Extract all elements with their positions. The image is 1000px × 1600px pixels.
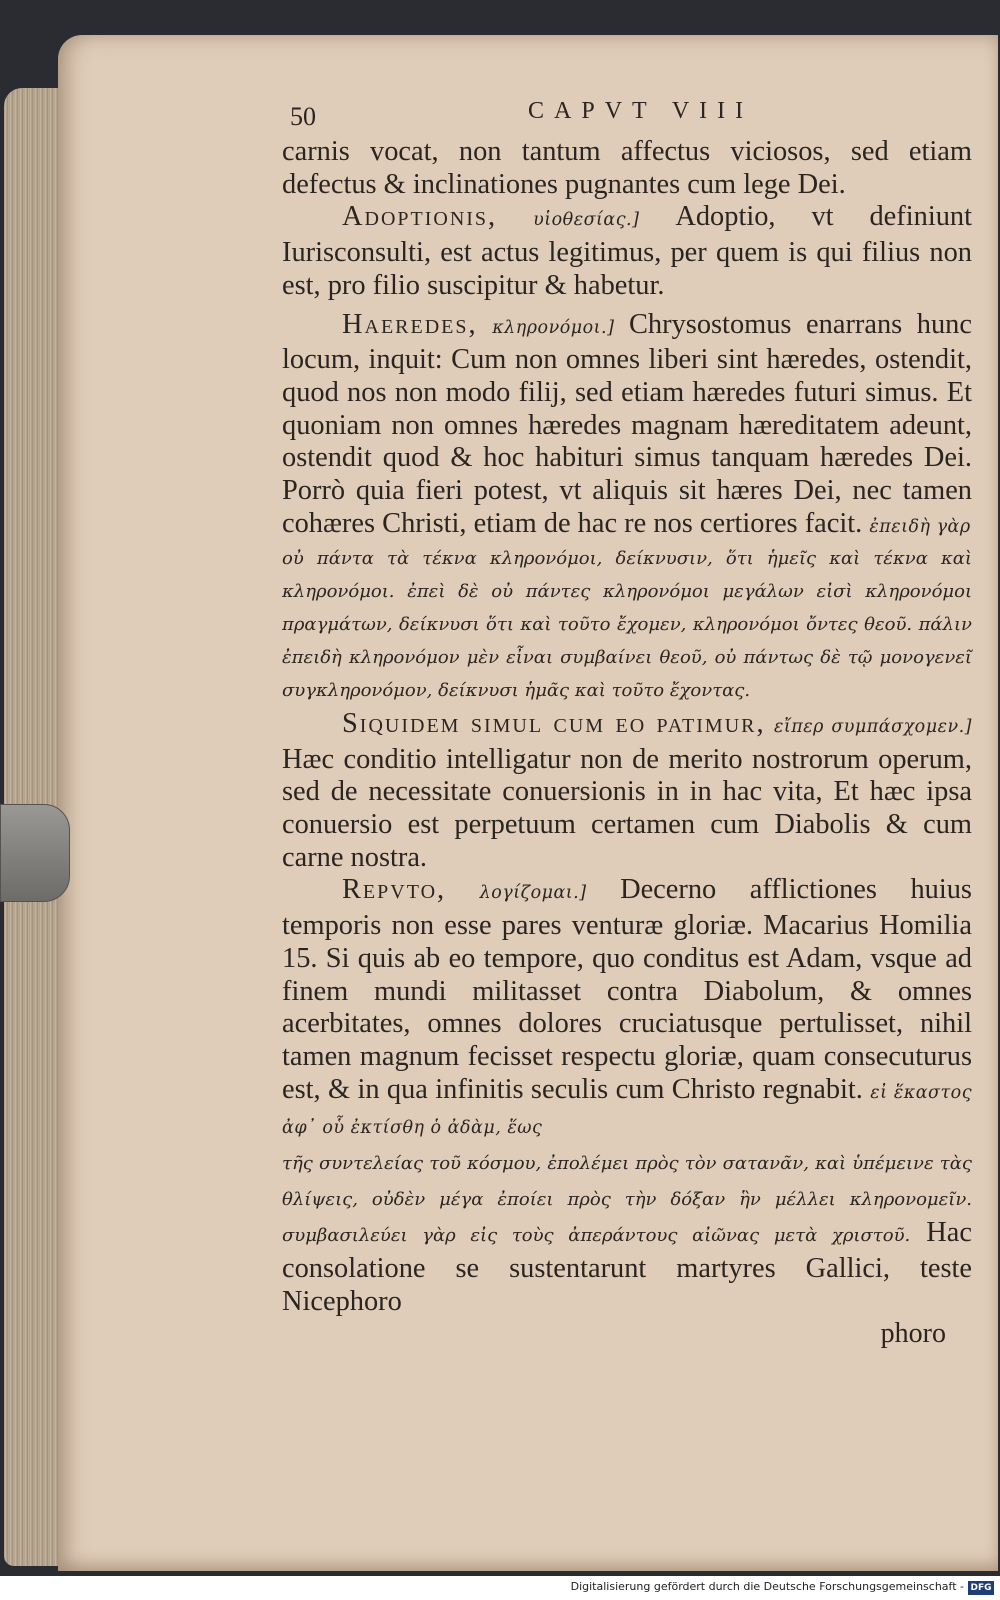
paragraph-text-after: Hac consolatione se sustentarunt martyres Gallici, teste Nicephoro (282, 1216, 972, 1317)
greek-quote-chrysostom: οὐ πάντα τὰ τέκνα κληρονόμοι, δείκνυσιν, ὅτι ἡμεῖς καὶ τέκνα καὶ κληρονόμοι. ἐπεὶ δὲ οὐ πάντες κληρονόμοι μεγάλων εἰσὶ κληρονόμοι πραγμάτων, δείκνυσι ὅτι καὶ τοῦτο ἔχομεν, κληρονόμοι ὄντες θεοῦ. πάλιν ἐπειδὴ κληρονόμον μὲν εἶναι συμβαίνει θεοῦ, οὐ πάντως δὲ τῷ μονογενεῖ συγκληρονόμον, δείκνυσι ἡμᾶς καὶ τοῦτο ἔχοντας. (282, 548, 972, 702)
paragraph-intro (282, 136, 972, 201)
paragraph-haeredes (282, 309, 972, 544)
paragraph-text: Chrysostomus enarrans hunc locum, inquit: Cum non omnes liberi sint hæredes, ostendit, quod nos non modo filij, sed etiam hæredes futuri simus. Et quoniam non omnes hæredes magnam hæreditatem adeunt, ostendit quod & hoc habituri simus tanquam hæredes Dei. Porrò quia fieri potest, vt aliquis sit hæres Dei, nec tamen cohæres Christi, etiam de hac re nos certiores facit. (282, 308, 972, 539)
paragraph-siquidem (282, 708, 972, 875)
greek-lemma: λογίζομαι.] (479, 883, 587, 904)
greek-quote-macarius-wrap (282, 1145, 972, 1318)
page-clip (0, 804, 70, 902)
paragraph-text: Adoptio, vt definiunt Iurisconsulti, est actus legitimus, per quem is qui filius non est, pro filio suscipitur & habetur. (282, 201, 972, 301)
greek-lemma: υἱοθεσίας.] (533, 210, 640, 231)
page-header (282, 98, 972, 136)
greek-quote-start: ἐπειδὴ γὰρ (869, 516, 971, 537)
funding-notice: Digitalisierung gefördert durch die Deutsche Forschungsgemeinschaft - (570, 1580, 964, 1593)
page-number: 50 (290, 102, 316, 131)
running-head: CAPVT VIII (528, 98, 754, 124)
lemma: Repvto, (342, 874, 447, 906)
lemma: Siquidem simul cum eo patimur, (342, 707, 766, 739)
paragraph-text: Decerno afflictiones huius temporis non esse pares venturæ gloriæ. Macarius Homilia 15. Si quis ab eo tempore, quo conditus est Adam, vsque ad finem mundi militasset contra Diabolum, & omnes acerbitates, omnes dolores cruciatusque pertulisset, nihil tamen magnum fecisset respectu gloriæ, quam consecuturus est, & in qua infinitis seculis cum Christo regnabit. (282, 874, 972, 1105)
footer-bar (0, 1576, 1000, 1600)
greek-quote-macarius: τῆς συντελείας τοῦ κόσμου, ἐπολέμει πρὸς τὸν σατανᾶν, καὶ ὑπέμεινε τὰς θλίψεις, οὐδὲν μέγα ἐποίει πρὸς τὴν δόξαν ἣν μέλλει κληρονομεῖν. συμβασιλεύει γὰρ εἰς τοὺς ἀπεράντους αἰῶνας μετὰ χριστοῦ. (282, 1153, 972, 1246)
dfg-logo: DFG (968, 1581, 994, 1595)
greek-lemma: κληρονόμοι.] (492, 317, 615, 338)
paragraph-adoptionis (282, 201, 972, 302)
lemma: Adoptionis, (342, 201, 498, 233)
paragraph-repvto (282, 874, 972, 1145)
paragraph-text: carnis vocat, non tantum affectus viciosos, sed etiam defectus & inclinationes pugnantes cum lege Dei. (282, 136, 972, 200)
lemma: Haeredes, (342, 308, 478, 340)
greek-quote-start: εἰ ἕκαστος ἀφ᾽ οὗ ἐκτίσθη ὁ ἀδὰμ, ἕως (282, 1082, 972, 1139)
greek-lemma: εἴπερ συμπάσχομεν.] (774, 716, 972, 737)
page-content (282, 98, 972, 1350)
paragraph-text: Hæc conditio intelligatur non de merito nostrorum operum, sed de necessitate conuersionis in in hac vita, Et hæc ipsa conuersio est perpetuum certamen cum Diabolis & cum carne nostra. (282, 743, 972, 873)
catchword: phoro (880, 1318, 946, 1350)
